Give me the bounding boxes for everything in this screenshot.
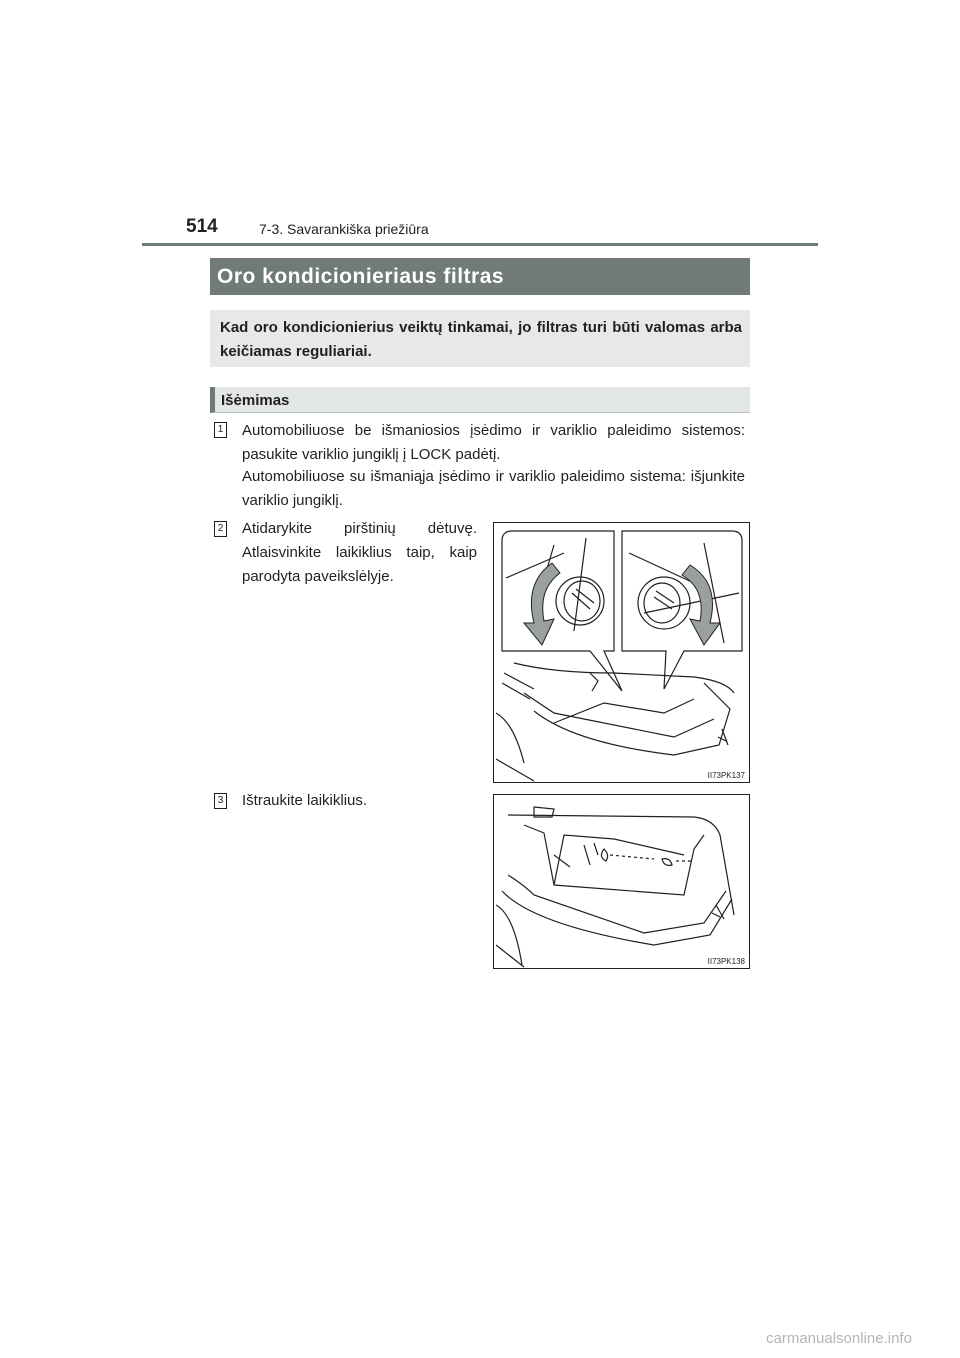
step-1-text-a: Automobiliuose be išmaniosios įsėdimo ir variklio paleidimo sistemos: pasukite variklio jungiklį į LOCK padėtį. <box>242 422 745 463</box>
section-reference: 7-3. Savarankiška priežiūra <box>259 221 429 237</box>
step-2-text: Atidarykite pirštinių dėtuvę. Atlaisvinkite laikiklius taip, kaip parodyta paveikslėlyje. <box>242 520 477 585</box>
subsection-heading: Išėmimas <box>210 387 750 413</box>
figure-code-137: II73PK137 <box>707 771 745 780</box>
step-1-text-b: Automobiliuose su išmaniąja įsėdimo ir variklio paleidimo sistema: išjunkite variklio jungiklį. <box>242 468 745 509</box>
header-rule <box>142 243 818 246</box>
footer-watermark[interactable]: carmanualsonline.info <box>766 1330 912 1347</box>
figure-pull-clips <box>493 794 750 969</box>
intro-box <box>210 310 750 367</box>
glovebox-open-illustration <box>494 795 749 968</box>
step-number-1: 1 <box>214 422 227 438</box>
step-number-2: 2 <box>214 521 227 537</box>
step-3-text: Ištraukite laikiklius. <box>242 792 368 809</box>
figure-release-clips <box>493 522 750 783</box>
glovebox-clips-illustration <box>494 523 749 782</box>
step-number-3: 3 <box>214 793 227 809</box>
intro-text: Kad oro kondicionierius veiktų tinkamai, jo filtras turi būti valomas arba keičiamas reguliariai. <box>220 319 742 360</box>
figure-code-138: II73PK138 <box>707 957 745 966</box>
section-title: Oro kondicionieriaus filtras <box>210 258 750 295</box>
page-number: 514 <box>186 216 218 237</box>
